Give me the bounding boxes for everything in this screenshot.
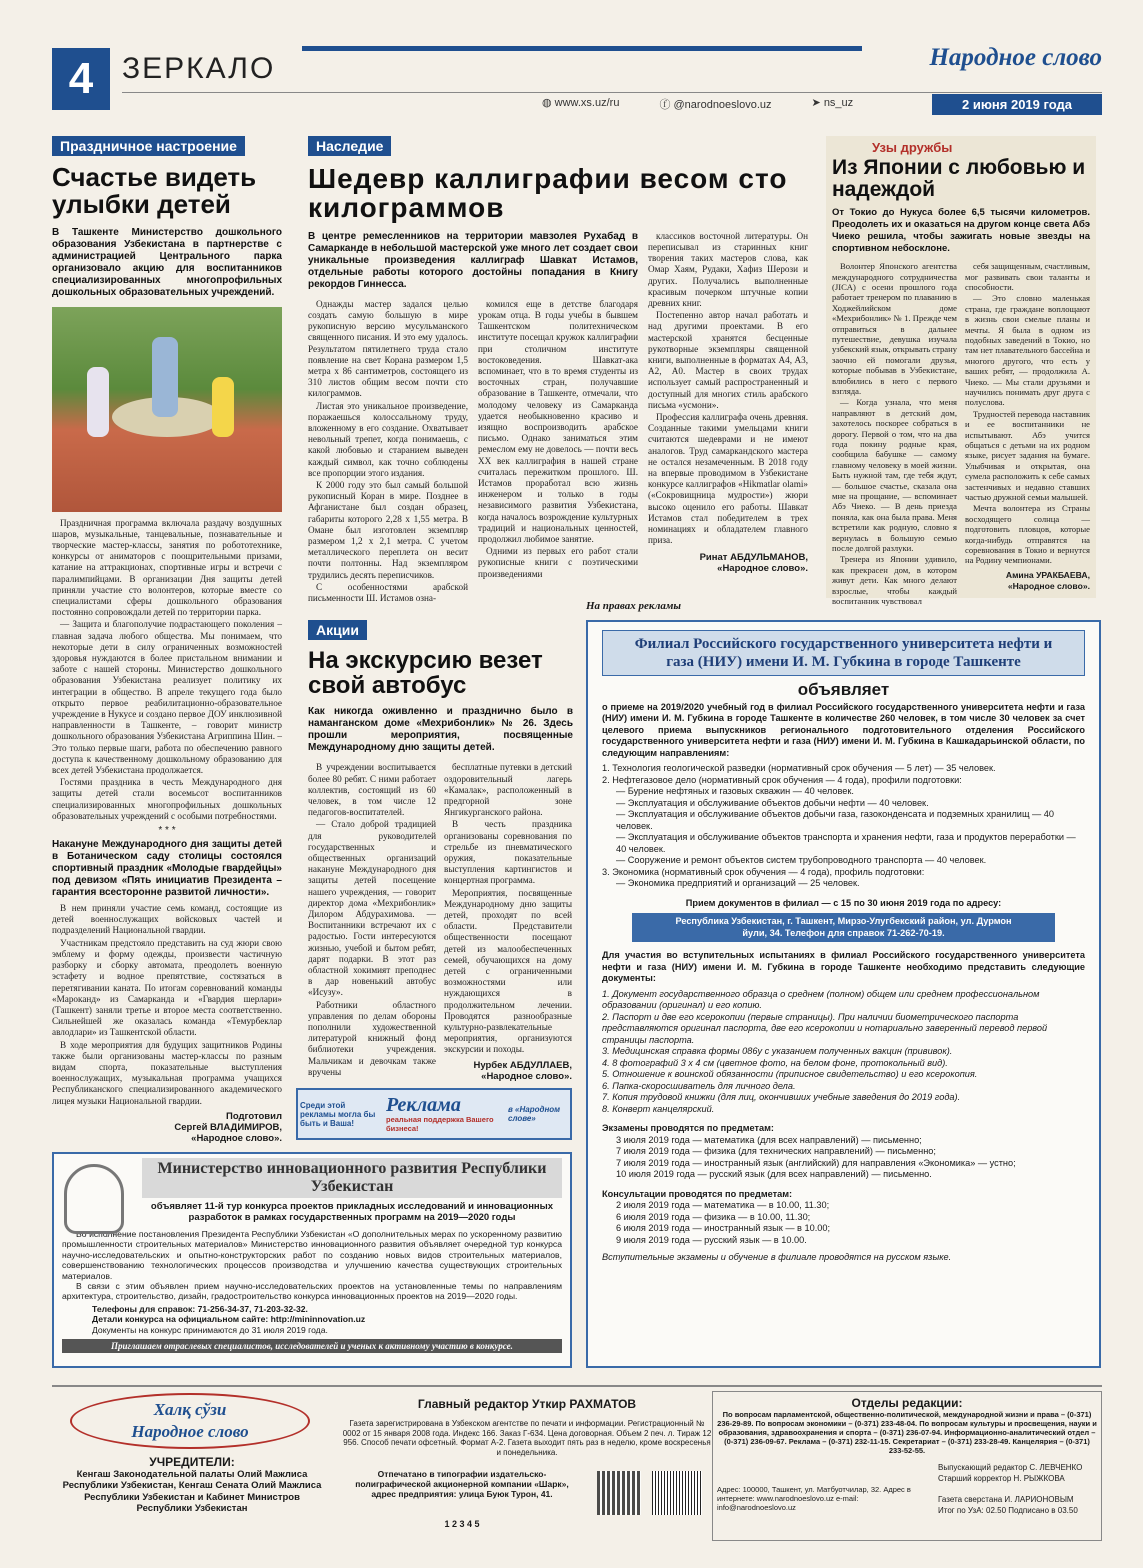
issue-date: 2 июня 2019 года xyxy=(932,94,1102,115)
facebook-link[interactable]: ⓕ @narodnoeslovo.uz xyxy=(659,99,772,111)
telegram-icon: ➤ xyxy=(811,97,824,109)
barcode xyxy=(652,1471,702,1515)
lead: Как никогда оживленно и празднично было в наманганском доме «Мехрибонлик» № 26. Здесь прошли мероприятия, посвященные Международному дню защиты детей. xyxy=(308,706,573,754)
documents-list: 1. Документ государственного образца о среднем (полном) общем или среднем профессиональном образовании (оригинал) и его копию. 2. Паспорт и две его ксерокопии (первые страницы). При наличии биометрического паспорта представляются оригинал паспорта, две его ксерокопии и нотариально заверенный перевод первой страницы паспорта. 3. Медицинская справка формы 086у с указанием полученных вакцин (прививок). 4. 8 фотографий 3 х 4 см (цветное фото, на белом фоне, протокольный вид). 5. Отношение к воинской обязанности (приписное свидетельство) и его ксерокопия. 6. Папка-скоросшиватель для личного дела. 7. Копия трудовой книжки (для лиц, окончивших учебные заведения до 2019 года). 8. Конверт канцелярский. xyxy=(602,988,1048,1114)
headline: Из Японии с любовью и надеждой xyxy=(832,156,1086,202)
headline: На экскурсию везет свой автобус xyxy=(308,647,543,700)
rubric: Акции xyxy=(308,620,367,640)
headline: Шедевр каллиграфии весом сто килограммов xyxy=(308,163,788,224)
logo: Халқ сўзи Народное слово xyxy=(70,1393,310,1449)
lead: От Токио до Нукуса более 6,5 тысячи километров. Преодолеть их и оказаться на другом конце света Абэ Чиеко решила, чтобы зажигать новые звезды на спортивном небосклоне. xyxy=(832,207,1090,255)
col1: Однажды мастер задался целью создать самую большую в мире рукописную версию мусульманского священного писания. И это ему удалось. Результатом пятилетнего труда стало появление на свет Корана размером 1,5 метра х 86 сантиметров, состоящего из 310 листов общим весом почти сто килограммов. Листая это уникальное произведение, поражаешься колоссальному труду, вложенному в его создание. Охватывает невольный трепет, когда понимаешь, с какой любовью и старанием выведен каждый символ, как точно соблюдены все пропорции этого издания. К 2000 году это был самый большой рукописный Коран в мире. Позднее в Афганистане был создан образец, габариты которого 2,28 х 1,55 метра. В Омане был изготовлен экземпляр размером 1,2 х 2,1 метра. С учетом металлического переплета он весит почти полтонны. Над экземпляром трудились десять переписчиков. С особенностями арабской письменности Ш. Истамов озна- xyxy=(308,298,468,604)
signature: Нурбек АБДУЛЛАЕВ, «Народное слово». xyxy=(473,1059,572,1082)
article-children-smiles xyxy=(52,136,282,1144)
article-japan xyxy=(826,136,1096,607)
photo-children-park xyxy=(52,307,282,512)
site-link[interactable]: ◍ www.xs.uz/ru xyxy=(542,97,620,109)
qr-code xyxy=(597,1471,641,1515)
ad-banner[interactable]: Среди этой рекламы могла бы быть и Ваша! Реклама реальная поддержка Вашего бизнеса! в «Народном слове» xyxy=(296,1088,572,1140)
ministry-ad: Министерство инновационного развития Республики Узбекистан объявляет 11-й тур конкурса проектов прикладных исследований и инновационных разработок в рамках государственных программ на 2019—2020 годы Во исполнение постановления Президента Республики Узбекистан «О дополнительных мерах по ускоренному развитию промышленности строительных материалов» Министерство инновационного развития объявляет очередной тур конкурса научно-исследовательских и опытно-конструкторских работ по созданию новых видов строительных материалов, совершенствованию технологических процессов производства и улучшению качества существующих строительных материалов. В связи с этим объявлен прием научно-исследовательских проектов на установленные темы по направлениям архитектура, строительство, дизайн, градостроительство конкурса инновационных проектов на 2019—2020 годы. Телефоны для справок: 71-256-34-37, 71-203-32-32. Детали конкурса на официальном сайте: http://mininnovation.uz Документы на конкурс принимаются до 31 июля 2019 года. Приглашаем отраслевых специалистов, исследователей и ученых к активному участию в конкурсе. xyxy=(52,1152,572,1368)
col2: бесплатные путевки в детский оздоровительный лагерь «Камалак», расположенный в предгорной зоне Янгикурганского района. В честь праздника организованы соревнования по стрельбе из пневматического оружия, показательные выступления картингистов и концертная программа. Мероприятия, посвященные Международному дню защиты детей, проходят по всей области. Представители общественности посещают детей из малообеспеченных семей, обучающихся на дому детей с ограниченными возможностями или нуждающихся в продолжительном лечении. Проводятся разнообразные культурно-развлекательные мероприятия, организуются экскурсии и походы. xyxy=(444,762,572,1055)
lead: В Ташкенте Министерство дошкольного образования Узбекистана в партнерстве с администрацией Центрального парка организовало акцию для воспитанников специализированных многопрофильных дошкольных образовательных учреждений. xyxy=(52,226,282,298)
university-ad: Филиал Российского государственного университета нефти и газа (НИУ) имени И. М. Губкина в городе Ташкенте объявляет о приеме на 2019/2020 учебный год в филиал Российского государственного университета нефти и газа (НИУ) имени И. М. Губкина в городе Ташкенте в количестве 260 человек, в том числе 30 человек за счет целевого приема выпускников регионального подготовительного отделения Российского государственного университета нефти и газа (НИУ) имени И. М. Губкина в Кашкадарьинской области, по следующим направлениям: 1. Технология геологической разведки (нормативный срок обучения — 5 лет) — 35 человек. 2. Нефтегазовое дело (нормативный срок обучения — 4 года), профили подготовки: — Бурение нефтяных и газовых скважин — 40 человек. — Эксплуатация и обслуживание объектов добычи нефти — 40 человек. — Эксплуатация и обслуживание объектов добычи газа, газоконденсата и подземных хранилищ — 40 человек. — Эксплуатация и обслуживание объектов транспорта и хранения нефти, газа и продуктов переработки — 40 человек. — Сооружение и ремонт объектов систем трубопроводного транспорта — 40 человек. 3. Экономика (нормативный срок обучения — 4 года), профиль подготовки: — Экономика предприятий и организаций — 25 человек. Прием документов в филиал — с 15 по 30 июня 2019 года по адресу: Республика Узбекистан, г. Ташкент, Мирзо-Улугбекский район, ул. Дурмон йули, 34. Телефон для справок 71-262-70-19. Для участия во вступительных испытаниях в филиал Российского государственного университета нефти и газа (НИУ) имени И. М. Губкина в городе Ташкенте необходимо представить следующие документы: 1. Документ государственного образца о среднем (полном) общем или среднем профессиональном образовании (оригинал) и его копию. 2. Паспорт и две его ксерокопии (первые страницы). При наличии биометрического паспорта представляются оригинал паспорта, две его ксерокопии и нотариально заверенный перевод первой страницы паспорта. 3. Медицинская справка формы 086у с указанием полученных вакцин (прививок). 4. 8 фотографий 3 х 4 см (цветное фото, на белом фоне, протокольный вид). 5. Отношение к воинской обязанности (приписное свидетельство) и его ксерокопия. 6. Папка-скоросшиватель для личного дела. 7. Копия трудовой книжки (для лиц, окончивших учебные заведения до 2019 года). 8. Конверт канцелярский. Экзамены проводятся по предметам: 3 июля 2019 года — математика (для всех направлений) — письменно; 7 июля 2019 года — физика (для технических направлений) — письменно; 7 июля 2019 года — иностранный язык (английский) для направления «Экономика» — устно; 10 июля 2019 года — русский язык (для всех направлений) — письменно. Консультации проводятся по предметам: 2 июля 2019 года — математика — в 10.00, 11.30; 6 июля 2019 года — физика — в 10.00, 11.30; 6 июля 2019 года — иностранный язык — в 10.00; 9 июля 2019 года — русский язык — в 10.00. Вступительные экзамены и обучение в филиале проводятся на русском языке. xyxy=(586,620,1101,1368)
signature: Подготовил Сергей ВЛАДИМИРОВ, «Народное слово». xyxy=(174,1110,282,1144)
article-bus xyxy=(308,620,573,1082)
col1: В учреждении воспитывается более 80 ребят. С ними работает коллектив, состоящий из 60 человек, в том числе 12 педагогов-воспитателей. — Стало доброй традицией для руководителей государственных и общественных организаций накануне Международного дня защиты детей посещение нашего учреждения, — говорит директор дома «Мехрибонлик» Дилором Абдурахимова. — Воспитанники встречают их с радостью. Гости интересуются жизнью, учебой и бытом ребят, дарят подарки. В этот раз областной хокимият преподнес в дар новенький автобус «Исузу». Работники областного управления по делам обороны пополнили художественной литературой книжный фонд библиотеки учреждения. Мальчикам и девочкам также вручены xyxy=(308,762,436,1077)
body2: В нем приняли участие семь команд, состоящие из детей военнослужащих войсковых частей и подразделений Национальной гвардии. Участникам предстояло представить на суд жюри свою эмблему и форму одежды, произвести частичную разборку и сборку автомата, преодолеть военную эстафету и водное препятствие, состязаться в перетягивании каната. По итогам соревнований команды «Мароканд» из Самарканда и «Гвардия шерлари» (Ташкент) заняли третье и второе места соответственно. Сильнейшей же оказалась команда «Темурбеклар авлодлари» из Ташкентской области. В ходе мероприятия для будущих защитников Родины также были организованы мастер-классы по разным видам спорта, показательные выступления военнослужащих, музыкальная программа учащихся Республиканского специализированного академического лицея музыки Национальной гвардии. xyxy=(52,903,282,1106)
page-header xyxy=(52,44,1102,122)
facebook-icon: ⓕ xyxy=(659,99,674,111)
col3: классиков восточной литературы. Он переписывал из старинных книг творения таких мастеров слова, как Омар Хаям, Рудаки, Хафиз Шерози и других. Получались выполненные красивым почерком штучные копии древних книг. Постепенно автор начал работать и над другими проектами. В его мастерской хранятся бесценные рукотворные экземпляры священной книги, выполненные в форматах А4, А3, А2, А0. Мастер в своих трудах использует самый распространенный и доступный для многих стиль арабского письма «усмони». Профессия каллиграфа очень древняя. Созданные такими умельцами книги считаются шедеврами и не имеют аналогов. Труд самаркандского мастера не остался незамеченным. В 2018 году на впервые проводимом в Узбекистане конкурсе каллиграфов «Hikmatlar olami» («Сокровищница мудрости») жюри высоко оценило его работы. Шавкат Истамов стал победителем в трех номинациях и обладателем главного приза. xyxy=(648,230,808,546)
page-number: 4 xyxy=(52,48,110,110)
exams-list: 3 июля 2019 года — математика (для всех направлений) — письменно; 7 июля 2019 года — физика (для технических направлений) — письменно; 7 июля 2019 года — иностранный язык (английский) для направления «Экономика» — устно; 10 июля 2019 года — русский язык (для всех направлений) — письменно. xyxy=(616,1134,1016,1179)
rubric: Праздничное настроение xyxy=(52,136,245,156)
body: Праздничная программа включала раздачу воздушных шаров, музыкальные, танцевальные, познавательные и творческие мастер-классы, занятия по робототехнике, конкурсы от аниматоров с поощрительными призами, катание на аттракционах, спортивные игры и встречи с паралимпийцами. В организации Дня защиты детей приняли участие сто волонтеров, которые вместе со специалистами сферы дошкольного образования постоянно сопровождали детей по территории парка. — Защита и благополучие подрастающего поколения – главная задача любого общества. Мы понимаем, что некоторые дети в силу ограниченных возможностей здоровья нуждаются в более пристальном внимании и заботе с нашей стороны. Министерство дошкольного образования Узбекистана реализует политику их интеграции в общество. В апреле текущего года было открыто первое реабилитационно-образовательное учреждение в Нукусе и создано первое ДОУ инклюзивной направленности в Ташкенте, – говорит министр дошкольного образования Узбекистана Агриппина Шин. – Это только первые шаги, работа по обеспечению равного доступа к качественному дошкольному образованию для всех детей Узбекистана продолжается. Гостями праздника в честь Международного дня защиты детей стали восемьсот воспитанников специализированных многопрофильных дошкольных образовательных учреждений с особыми потребностями. xyxy=(52,517,282,821)
header-links xyxy=(542,96,853,112)
consultations-list: 2 июля 2019 года — математика — в 10.00, 11.30; 6 июля 2019 года — физика — в 10.00, 11.30; 6 июля 2019 года — иностранный язык — в 10.00; 9 июля 2019 года — русский язык — в 10.00. xyxy=(616,1200,831,1245)
col2: комился еще в детстве благодаря урокам отца. В годы учебы в бывшем Ташкентском политехническом институте посещал кружок каллиграфии при столичном институте востоковедения. Шавкат-ака вспоминает, что в то время студенты из восточных стран, получавшие образование в Ташкенте, отмечали, что молодому человеку из Самарканда удается необыкновенно красиво и изящно воспроизводить арабское письмо. Однако заниматься этим ремеслом ему не довелось — почти весь XX век каллиграфия в нашей стране считалась пережитком прошлого. Ш. Истамов проработал всю жизнь инженером и только в годы независимого развития Узбекистана, когда началось возрождение культурных традиций и национальных ценностей, продолжил любимое занятие. Одними из первых его работ стали рукописные книги с поэтическими произведениями xyxy=(478,298,638,579)
masthead: Народное слово xyxy=(929,44,1102,71)
ad-note: На правах рекламы xyxy=(586,600,682,612)
rubric: Узы дружбы xyxy=(872,140,953,155)
signature: Амина УРАКБАЕВА, «Народное слово». xyxy=(1005,569,1090,591)
article-calligraphy xyxy=(308,136,813,605)
col2: себя защищенным, счастливым, мог развивать свои таланты и способности. — Это словно маленькая страна, где граждане воплощают в жизнь свои смелые планы и мечты. Я была в одном из подобных заведений в Токио, но там нет плавательного бассейна и многого другого, что есть у ваших ребят, — продолжила А. Чиеко. — Мы стали друзьями и научились понимать друг друга с полуслова. Трудностей перевода наставник и ее воспитанники не испытывают. Абэ учится общаться с детьми на их родном языке, рисует задания на бумаге. Улыбчивая и открытая, она сумела расположить к себе самых застенчивых и недавно ставших частью дружной семьи малышей. Мечта волонтера из Страны восходящего солнца — подготовить пловцов, которые когда-нибудь отправятся на соревнования в Токио и вернутся на Родину чемпионами. xyxy=(965,261,1090,566)
directions-list: 1. Технология геологической разведки (нормативный срок обучения — 5 лет) — 35 человек. 2. Нефтегазовое дело (нормативный срок обучения — 4 года), профили подготовки: — Бурение нефтяных и газовых скважин — 40 человек. — Эксплуатация и обслуживание объектов добычи нефти — 40 человек. — Эксплуатация и обслуживание объектов добычи газа, газоконденсата и подземных хранилищ — 40 человек. — Эксплуатация и обслуживание объектов транспорта и хранения нефти, газа и продуктов переработки — 40 человек. — Сооружение и ремонт объектов систем трубопроводного транспорта — 40 человек. 3. Экономика (нормативный срок обучения — 4 года), профиль подготовки: — Экономика предприятий и организаций — 25 человек. xyxy=(602,763,1076,888)
rubric: Наследие xyxy=(308,136,391,156)
section-title: ЗЕРКАЛО xyxy=(122,52,276,85)
globe-icon: ◍ xyxy=(542,97,555,109)
signature: Ринат АБДУЛЬМАНОВ, «Народное слово». xyxy=(699,552,808,575)
imprint: Халқ сўзи Народное слово УЧРЕДИТЕЛИ: Кенгаш Законодательной палаты Олий Мажлиса Республики Узбекистан, Кенгаш Сената Олий Мажлиса Республики Узбекистан и Кабинет Министров Республики Узбекистан Главный редактор Уткир РАХМАТОВ Газета зарегистрирована в Узбекском агентстве по печати и информации. Регистрационный № 0002 от 15 января 2008 года. Индекс 166. Заказ Г-634. Цена договорная. Объем 2 печ. л. Тираж 12 956. Способ печати офсетный. Формат А-2. Газета выходит пять раз в неделю, кроме воскресенья и понедельника. Отпечатано в типографии издательско-полиграфической акционерной компании «Шарк», адрес предприятия: улица Буюк Турон, 41. 1 2 3 4 5 Отделы редакции: По вопросам парламентской, общественно-политической, международной жизни и права – (0-371) 236-29-89. По вопросам экономики – (0-371) 233-48-04. По вопросам культуры и просвещения, науки и образования, здравоохранения и спорта – (0-371) 236-07-94. Информационно-аналитический отдел – (0-371) 236-09-67. Реклама – (0-371) 232-11-15. Секретариат – (0-371) 233-28-49. Канцелярия – (0-371) 233-52-55. Адрес: 100000, Ташкент, ул. Матбуотчилар, 32. Адрес в интернете: www.narodnoeslovo.uz e-mail: info@narodnoeslovo.uz Выпускающий редактор С. ЛЕВЧЕНКО Старший корректор Н. РЫЖКОВА Газета сверстана И. ЛАРИОНОВЫМ Итог по УзА: 02.50 Подписано в 03.50 xyxy=(52,1385,1102,1545)
lead2: Накануне Международного дня защиты детей в Ботаническом саду столицы состоялся спортивный праздник «Молодые гвардейцы» под девизом «Пять инициатив Президента – гарантия всесторонне развитой личности». xyxy=(52,839,282,899)
university-title: Филиал Российского государственного университета нефти и газа (НИУ) имени И. М. Губкина в городе Ташкенте xyxy=(602,630,1085,676)
divider-stars: * * * xyxy=(158,825,176,837)
telegram-link[interactable]: ➤ ns_uz xyxy=(811,97,854,109)
lightbulb-icon xyxy=(64,1164,124,1234)
col1: Волонтер Японского агентства международного сотрудничества (JICA) с осени прошлого года работает тренером по плаванию в Ходжейлийском доме «Мехрибонлик» № 1. Прежде чем отправиться в дальнее путешествие, девушка изучала узбекский язык, открывать страну заочно ей помогали друзья, которые побывав в Узбекистане, влюбились в него с первого взгляда. — Когда узнала, что меня направляют в детский дом, захотелось поскорее собраться в дорогу. Первой о том, что на два года покину родные края, сообщила бабушке — самому главному человеку в моей жизни. Быть нужной там, где тебя ждут, — большое счастье, сказала она мне на прощание, — вспоминает Абэ Чиеко. — В день приезда поняла, как она была права. Меня встретили как родную, словно я вернулась в большую семью после долгой разлуки. Тренера из Японии удивило, как прекрасен дом, в котором живут дети. Как много делают взрослые, чтобы каждый воспитанник чувствовал xyxy=(832,261,957,607)
headline: Счастье видеть улыбки детей xyxy=(52,162,257,220)
lead: В центре ремесленников на территории мавзолея Рухабад в Самарканде в небольшой мастерской уже много лет создает свои уникальные произведения каллиграф Шавкат Истамов, отдельные работы которого достойны попадания в Книгу рекордов Гиннесса. xyxy=(308,230,638,290)
